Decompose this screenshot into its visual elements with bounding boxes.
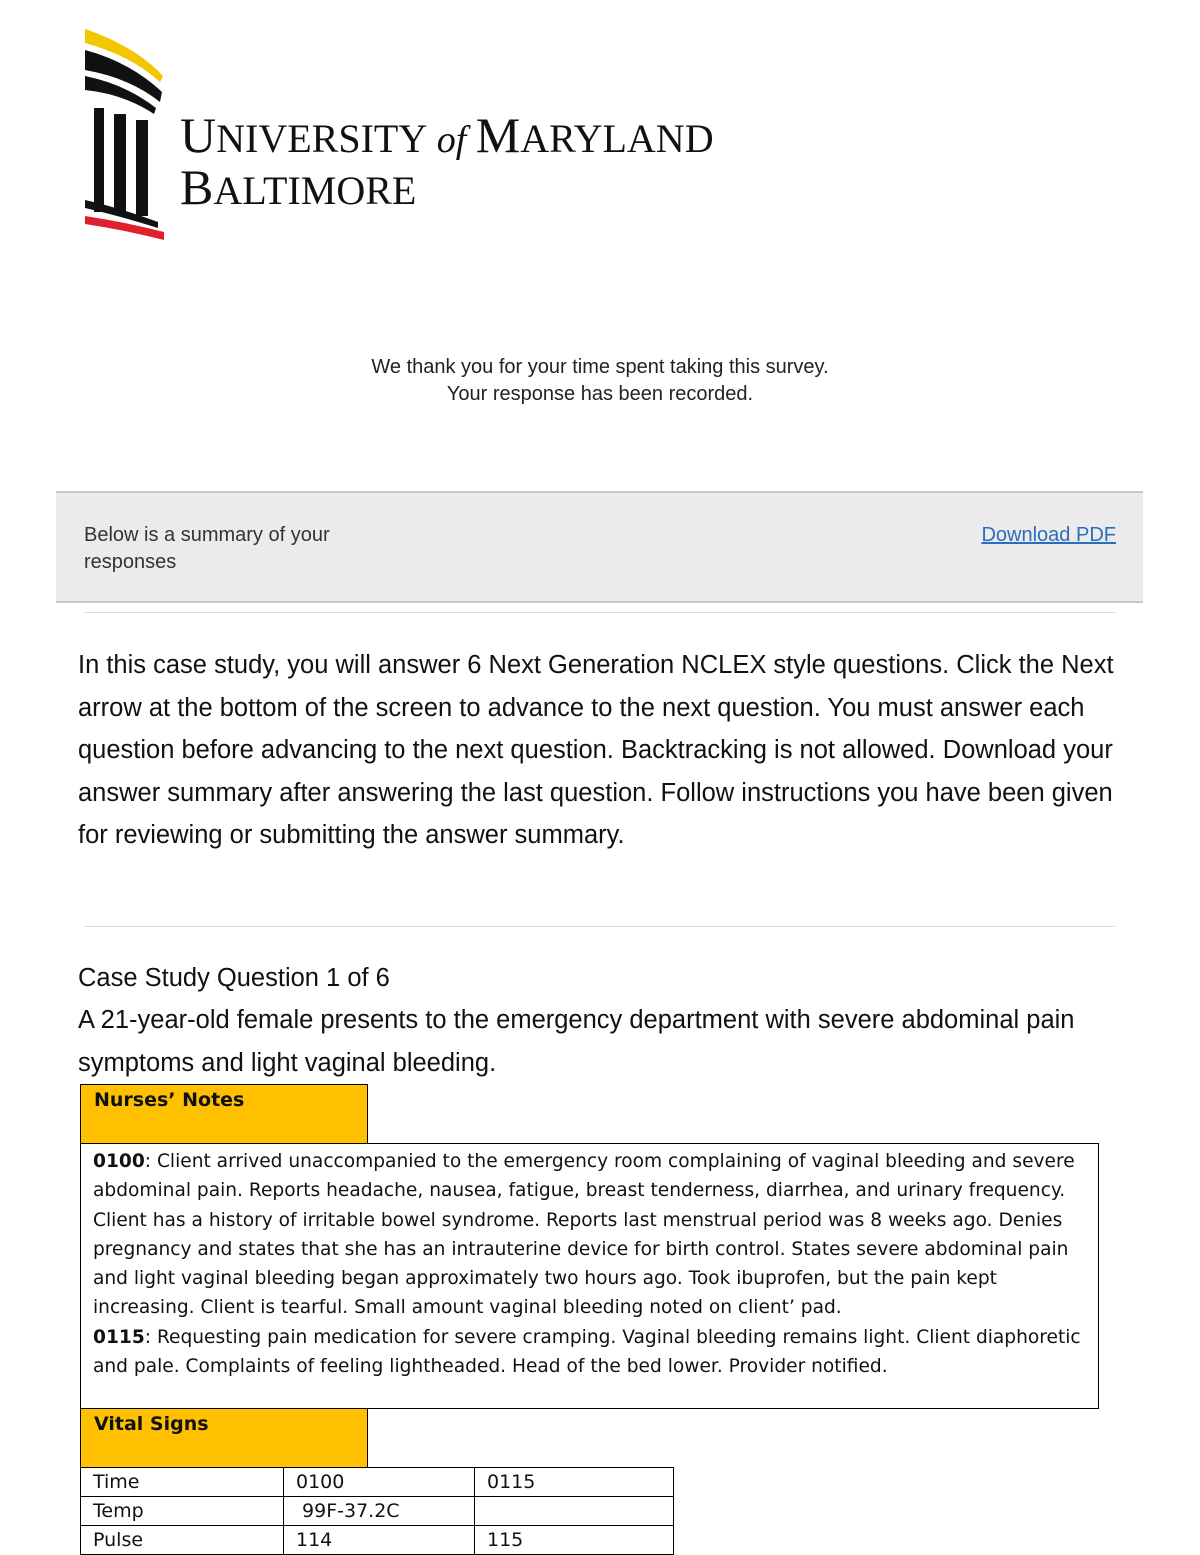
divider (84, 612, 1115, 613)
summary-label: Below is a summary of your responses (84, 524, 330, 573)
note-time: 0100 (93, 1151, 145, 1172)
vital-signs-heading: Vital Signs (80, 1408, 368, 1468)
table-cell: 114 (284, 1526, 475, 1555)
table-cell: Temp (81, 1497, 284, 1526)
table-cell: 0100 (284, 1468, 475, 1497)
thank-you-line-1: We thank you for your time spent taking this survey. (371, 356, 829, 378)
logo-column-2 (114, 114, 126, 214)
table-cell: 115 (475, 1526, 674, 1555)
question-stem: A 21-year-old female presents to the emergency department with severe abdominal pain symptoms and light vaginal bleeding. (78, 1006, 1075, 1077)
download-pdf-link[interactable]: Download PDF (981, 524, 1116, 546)
table-row (81, 1468, 674, 1497)
nurses-notes-heading: Nurses’ Notes (80, 1084, 368, 1144)
question-title: Case Study Question 1 of 6 (78, 964, 390, 992)
table-row (81, 1497, 674, 1526)
table-cell: 99F-37.2C (284, 1497, 475, 1526)
summary-bar (56, 491, 1143, 603)
logo-wordmark-line1: UNIVERSITY of MARYLAND (180, 107, 714, 163)
note-time: 0115 (93, 1326, 145, 1348)
vital-signs-table (80, 1467, 674, 1555)
table-cell: Time (81, 1468, 284, 1497)
table-row (81, 1526, 674, 1555)
logo-column-3 (136, 120, 148, 216)
case-study-instructions: In this case study, you will answer 6 Next Generation NCLEX style questions. Click the Next arrow at the bottom of the screen to advance to the next question. You must answer each question before advancing to the next question. Backtracking is not allowed. Download your answer summary after answering the last question. Follow instructions you have been given for reviewing or submitting the answer summary. (78, 651, 1114, 849)
thank-you-message (0, 354, 1200, 408)
thank-you-line-2: Your response has been recorded. (446, 383, 754, 405)
note-entry (93, 1323, 1086, 1382)
table-cell (475, 1497, 674, 1526)
note-entry (93, 1147, 1086, 1323)
divider (84, 926, 1115, 927)
umb-logo-mark (80, 26, 850, 246)
university-logo (80, 26, 850, 246)
nurses-notes-body (80, 1143, 1099, 1409)
table-cell: 0115 (475, 1468, 674, 1497)
logo-wordmark-line2: BALTIMORE (180, 159, 417, 215)
table-cell: Pulse (81, 1526, 284, 1555)
note-text: : Client arrived unaccompanied to the emergency room complaining of vaginal bleeding and severe abdominal pain. Reports headache, nausea, fatigue, breast tenderness, diarrhea, and urinary frequency. Client has a history of irritable bowel syndrome. Reports last menstrual period was 8 weeks ago. Denies pregnancy and states that she has an intrauterine device for birth control. States severe abdominal pain and light vaginal bleeding began approximately two hours ago. Took ibuprofen, but the pain kept increasing. Client is tearful. Small amount vaginal bleeding noted on client’ pad. (93, 1151, 1075, 1319)
note-text: : Requesting pain medication for severe cramping. Vaginal bleeding remains light. Client diaphoretic and pale. Complaints of feeling lightheaded. Head of the bed lower. Provider notified. (93, 1326, 1081, 1378)
logo-red-arc (85, 216, 164, 240)
logo-column-1 (94, 108, 104, 212)
